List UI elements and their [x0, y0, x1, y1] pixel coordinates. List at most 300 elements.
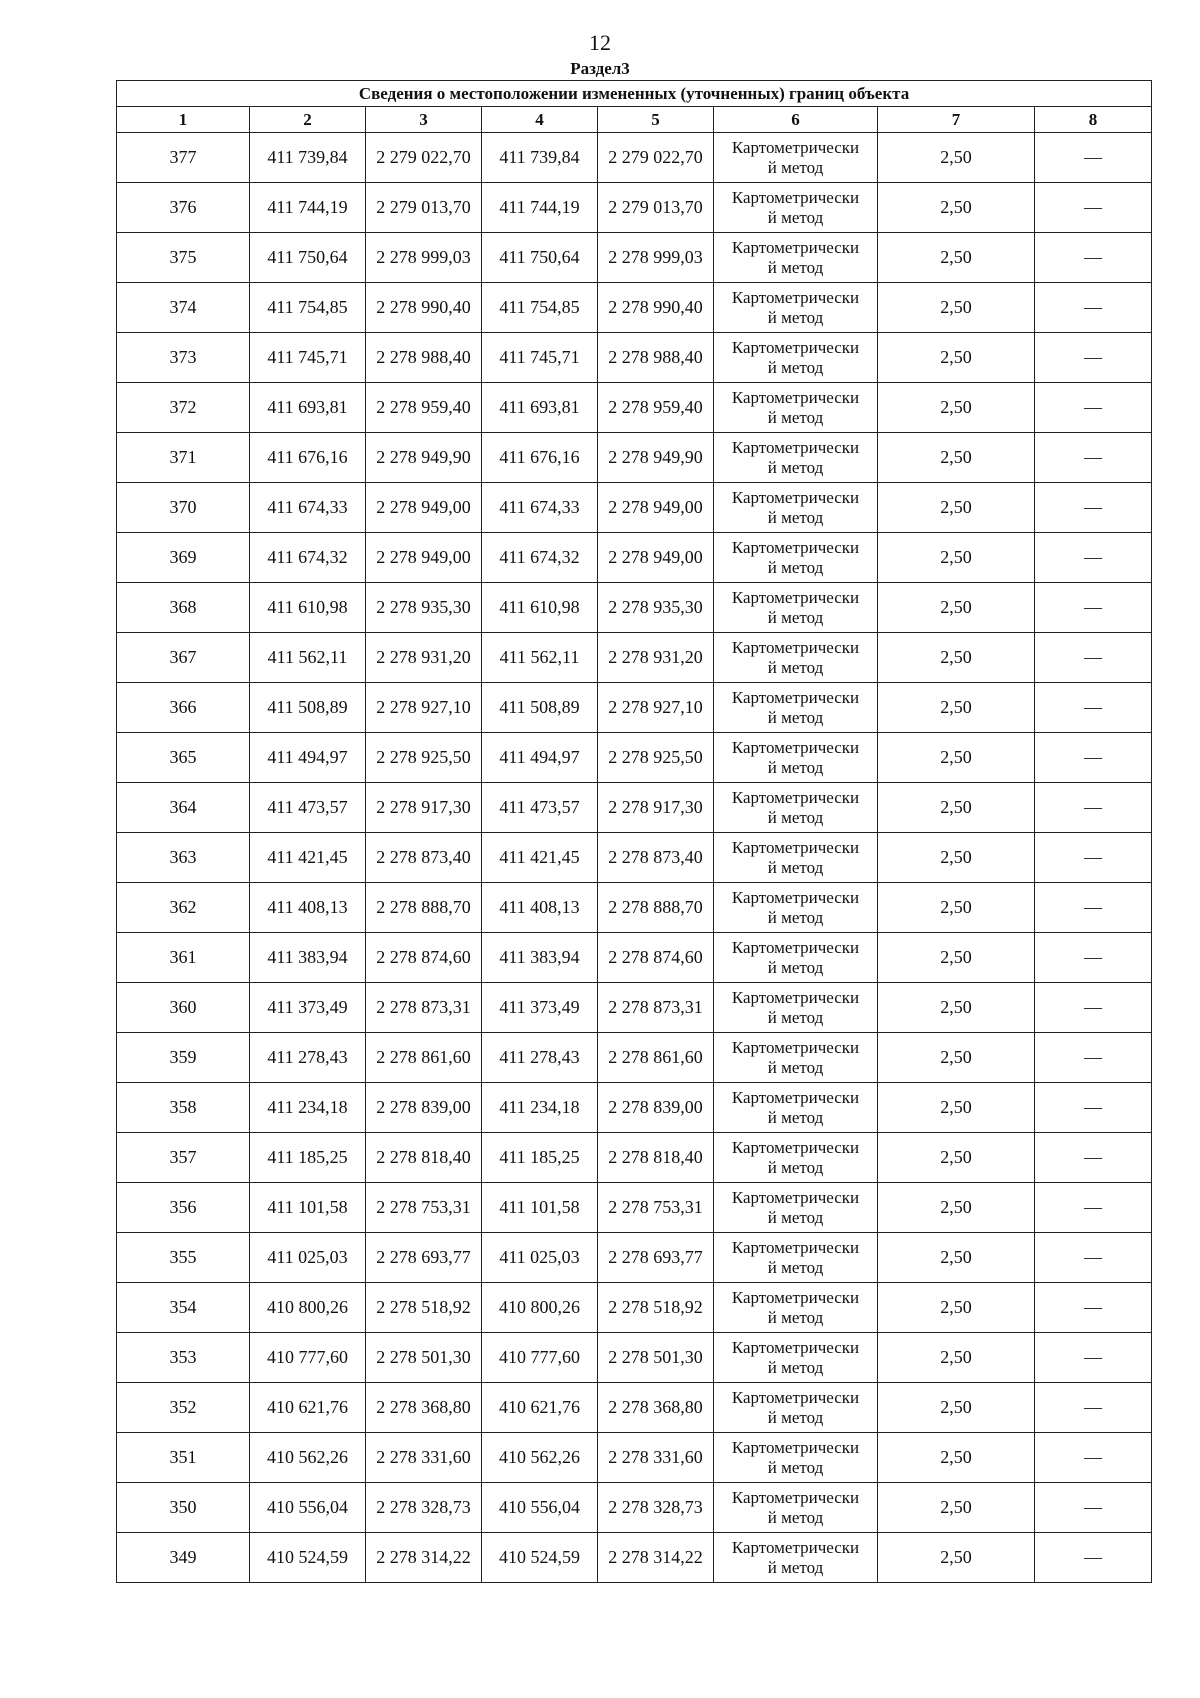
method-text-line: й метод: [767, 807, 824, 827]
description-cell: —: [1035, 583, 1152, 633]
column-number: 2: [250, 107, 366, 133]
table-row: [117, 933, 1152, 983]
point-number-cell: 360: [117, 983, 250, 1033]
method-text-line: Картометрически: [731, 637, 860, 657]
x-coordinate-cell: 410 777,60: [250, 1333, 366, 1383]
x-coordinate-refined-cell: 411 473,57: [482, 783, 598, 833]
y-coordinate-cell: 2 278 873,40: [366, 833, 482, 883]
precision-cell: 2,50: [878, 933, 1035, 983]
precision-cell: 2,50: [878, 433, 1035, 483]
description-cell: —: [1035, 133, 1152, 183]
method-text-line: й метод: [767, 1457, 824, 1477]
y-coordinate-cell: 2 278 874,60: [366, 933, 482, 983]
description-cell: —: [1035, 683, 1152, 733]
method-text-line: Картометрически: [731, 437, 860, 457]
x-coordinate-cell: 411 473,57: [250, 783, 366, 833]
method-cell: [714, 633, 878, 683]
description-cell: —: [1035, 833, 1152, 883]
y-coordinate-refined-cell: 2 278 949,00: [598, 483, 714, 533]
description-cell: —: [1035, 1483, 1152, 1533]
method-text-line: й метод: [767, 1207, 824, 1227]
method-text-line: Картометрически: [731, 1437, 860, 1457]
x-coordinate-cell: 411 754,85: [250, 283, 366, 333]
y-coordinate-refined-cell: 2 278 888,70: [598, 883, 714, 933]
x-coordinate-cell: 410 556,04: [250, 1483, 366, 1533]
description-cell: —: [1035, 1333, 1152, 1383]
x-coordinate-refined-cell: 411 508,89: [482, 683, 598, 733]
table-row: [117, 1083, 1152, 1133]
method-text-line: Картометрически: [731, 1337, 860, 1357]
method-text-line: й метод: [767, 1557, 824, 1577]
x-coordinate-refined-cell: 411 278,43: [482, 1033, 598, 1083]
method-text-line: Картометрически: [731, 587, 860, 607]
method-text-line: й метод: [767, 907, 824, 927]
table-row: [117, 133, 1152, 183]
x-coordinate-cell: 411 693,81: [250, 383, 366, 433]
method-cell: [714, 1333, 878, 1383]
method-cell: [714, 433, 878, 483]
method-text-line: Картометрически: [731, 837, 860, 857]
y-coordinate-cell: 2 278 927,10: [366, 683, 482, 733]
method-text-line: Картометрически: [731, 537, 860, 557]
precision-cell: 2,50: [878, 833, 1035, 883]
x-coordinate-cell: 411 562,11: [250, 633, 366, 683]
x-coordinate-refined-cell: 411 744,19: [482, 183, 598, 233]
y-coordinate-refined-cell: 2 278 931,20: [598, 633, 714, 683]
table-row: [117, 983, 1152, 1033]
x-coordinate-refined-cell: 411 750,64: [482, 233, 598, 283]
description-cell: —: [1035, 183, 1152, 233]
method-cell: [714, 583, 878, 633]
x-coordinate-cell: 411 234,18: [250, 1083, 366, 1133]
table-row: [117, 1533, 1152, 1583]
method-text-line: й метод: [767, 1407, 824, 1427]
table-row: [117, 283, 1152, 333]
description-cell: —: [1035, 1433, 1152, 1483]
method-cell: [714, 1133, 878, 1183]
y-coordinate-refined-cell: 2 278 949,00: [598, 533, 714, 583]
method-text-line: й метод: [767, 1057, 824, 1077]
point-number-cell: 351: [117, 1433, 250, 1483]
method-text-line: Картометрически: [731, 937, 860, 957]
y-coordinate-refined-cell: 2 278 873,40: [598, 833, 714, 883]
y-coordinate-refined-cell: 2 278 873,31: [598, 983, 714, 1033]
method-cell: [714, 983, 878, 1033]
method-cell: [714, 483, 878, 533]
description-cell: —: [1035, 1283, 1152, 1333]
table-row: [117, 1133, 1152, 1183]
x-coordinate-refined-cell: 411 494,97: [482, 733, 598, 783]
precision-cell: 2,50: [878, 533, 1035, 583]
y-coordinate-refined-cell: 2 278 753,31: [598, 1183, 714, 1233]
precision-cell: 2,50: [878, 1083, 1035, 1133]
boundary-coordinates-table: [116, 80, 1152, 1583]
x-coordinate-refined-cell: 411 754,85: [482, 283, 598, 333]
precision-cell: 2,50: [878, 183, 1035, 233]
y-coordinate-refined-cell: 2 278 818,40: [598, 1133, 714, 1183]
description-cell: —: [1035, 333, 1152, 383]
method-cell: [714, 1383, 878, 1433]
method-text-line: й метод: [767, 207, 824, 227]
point-number-cell: 352: [117, 1383, 250, 1433]
description-cell: —: [1035, 1133, 1152, 1183]
table-row: [117, 683, 1152, 733]
y-coordinate-cell: 2 278 949,00: [366, 533, 482, 583]
x-coordinate-refined-cell: 410 562,26: [482, 1433, 598, 1483]
y-coordinate-refined-cell: 2 278 368,80: [598, 1383, 714, 1433]
method-text-line: Картометрически: [731, 487, 860, 507]
point-number-cell: 355: [117, 1233, 250, 1283]
method-text-line: Картометрически: [731, 1387, 860, 1407]
method-cell: [714, 1233, 878, 1283]
x-coordinate-refined-cell: 411 676,16: [482, 433, 598, 483]
x-coordinate-cell: 411 508,89: [250, 683, 366, 733]
method-text-line: й метод: [767, 507, 824, 527]
table-row: [117, 433, 1152, 483]
x-coordinate-refined-cell: 411 408,13: [482, 883, 598, 933]
y-coordinate-cell: 2 278 988,40: [366, 333, 482, 383]
page-number: 12: [589, 30, 611, 55]
y-coordinate-cell: 2 278 861,60: [366, 1033, 482, 1083]
x-coordinate-cell: 411 739,84: [250, 133, 366, 183]
method-cell: [714, 233, 878, 283]
precision-cell: 2,50: [878, 1533, 1035, 1583]
point-number-cell: 376: [117, 183, 250, 233]
y-coordinate-cell: 2 278 949,90: [366, 433, 482, 483]
x-coordinate-refined-cell: 411 610,98: [482, 583, 598, 633]
table-row: [117, 1483, 1152, 1533]
y-coordinate-refined-cell: 2 278 999,03: [598, 233, 714, 283]
method-text-line: й метод: [767, 1257, 824, 1277]
description-cell: —: [1035, 483, 1152, 533]
method-text-line: й метод: [767, 1157, 824, 1177]
method-cell: [714, 783, 878, 833]
y-coordinate-cell: 2 278 999,03: [366, 233, 482, 283]
y-coordinate-cell: 2 278 931,20: [366, 633, 482, 683]
table-row: [117, 1433, 1152, 1483]
column-number: 7: [878, 107, 1035, 133]
method-text-line: Картометрически: [731, 1237, 860, 1257]
x-coordinate-cell: 411 421,45: [250, 833, 366, 883]
y-coordinate-refined-cell: 2 278 925,50: [598, 733, 714, 783]
description-cell: —: [1035, 533, 1152, 583]
table-row: [117, 1333, 1152, 1383]
x-coordinate-cell: 411 494,97: [250, 733, 366, 783]
precision-cell: 2,50: [878, 733, 1035, 783]
table-row: [117, 1233, 1152, 1283]
x-coordinate-refined-cell: 410 556,04: [482, 1483, 598, 1533]
x-coordinate-refined-cell: 411 674,32: [482, 533, 598, 583]
method-text-line: Картометрически: [731, 337, 860, 357]
column-number: 1: [117, 107, 250, 133]
y-coordinate-cell: 2 278 328,73: [366, 1483, 482, 1533]
x-coordinate-refined-cell: 411 373,49: [482, 983, 598, 1033]
x-coordinate-cell: 411 025,03: [250, 1233, 366, 1283]
description-cell: —: [1035, 883, 1152, 933]
point-number-cell: 358: [117, 1083, 250, 1133]
y-coordinate-cell: 2 278 368,80: [366, 1383, 482, 1433]
method-text-line: й метод: [767, 457, 824, 477]
description-cell: —: [1035, 1383, 1152, 1433]
x-coordinate-refined-cell: 411 562,11: [482, 633, 598, 683]
method-text-line: Картометрически: [731, 787, 860, 807]
y-coordinate-refined-cell: 2 278 331,60: [598, 1433, 714, 1483]
x-coordinate-refined-cell: 410 621,76: [482, 1383, 598, 1433]
x-coordinate-refined-cell: 410 800,26: [482, 1283, 598, 1333]
x-coordinate-refined-cell: 411 739,84: [482, 133, 598, 183]
method-text-line: й метод: [767, 957, 824, 977]
x-coordinate-cell: 411 185,25: [250, 1133, 366, 1183]
precision-cell: 2,50: [878, 1433, 1035, 1483]
description-cell: —: [1035, 283, 1152, 333]
point-number-cell: 368: [117, 583, 250, 633]
x-coordinate-refined-cell: 411 025,03: [482, 1233, 598, 1283]
x-coordinate-cell: 410 800,26: [250, 1283, 366, 1333]
method-text-line: й метод: [767, 307, 824, 327]
method-text-line: Картометрически: [731, 1087, 860, 1107]
y-coordinate-refined-cell: 2 278 988,40: [598, 333, 714, 383]
method-cell: [714, 283, 878, 333]
point-number-cell: 377: [117, 133, 250, 183]
precision-cell: 2,50: [878, 583, 1035, 633]
method-cell: [714, 733, 878, 783]
precision-cell: 2,50: [878, 1283, 1035, 1333]
y-coordinate-cell: 2 278 949,00: [366, 483, 482, 533]
method-text-line: Картометрически: [731, 137, 860, 157]
precision-cell: 2,50: [878, 1033, 1035, 1083]
precision-cell: 2,50: [878, 383, 1035, 433]
section-title: Раздел3: [570, 59, 630, 78]
method-text-line: Картометрически: [731, 1187, 860, 1207]
method-cell: [714, 1283, 878, 1333]
point-number-cell: 354: [117, 1283, 250, 1333]
y-coordinate-cell: 2 278 839,00: [366, 1083, 482, 1133]
y-coordinate-refined-cell: 2 279 022,70: [598, 133, 714, 183]
x-coordinate-cell: 410 524,59: [250, 1533, 366, 1583]
x-coordinate-cell: 411 101,58: [250, 1183, 366, 1233]
y-coordinate-cell: 2 279 022,70: [366, 133, 482, 183]
description-cell: —: [1035, 633, 1152, 683]
y-coordinate-cell: 2 278 917,30: [366, 783, 482, 833]
y-coordinate-refined-cell: 2 278 874,60: [598, 933, 714, 983]
precision-cell: 2,50: [878, 1483, 1035, 1533]
point-number-cell: 369: [117, 533, 250, 583]
method-text-line: Картометрически: [731, 187, 860, 207]
method-text-line: й метод: [767, 1357, 824, 1377]
precision-cell: 2,50: [878, 333, 1035, 383]
y-coordinate-cell: 2 278 518,92: [366, 1283, 482, 1333]
method-text-line: й метод: [767, 257, 824, 277]
y-coordinate-cell: 2 279 013,70: [366, 183, 482, 233]
method-cell: [714, 333, 878, 383]
x-coordinate-cell: 411 744,19: [250, 183, 366, 233]
table-row: [117, 633, 1152, 683]
point-number-cell: 364: [117, 783, 250, 833]
precision-cell: 2,50: [878, 1133, 1035, 1183]
method-cell: [714, 133, 878, 183]
x-coordinate-cell: 411 373,49: [250, 983, 366, 1033]
y-coordinate-cell: 2 278 693,77: [366, 1233, 482, 1283]
method-cell: [714, 933, 878, 983]
method-text-line: Картометрически: [731, 1537, 860, 1557]
precision-cell: 2,50: [878, 1233, 1035, 1283]
precision-cell: 2,50: [878, 483, 1035, 533]
point-number-cell: 349: [117, 1533, 250, 1583]
point-number-cell: 357: [117, 1133, 250, 1183]
point-number-cell: 353: [117, 1333, 250, 1383]
method-text-line: Картометрически: [731, 887, 860, 907]
method-cell: [714, 383, 878, 433]
method-cell: [714, 883, 878, 933]
description-cell: —: [1035, 1183, 1152, 1233]
y-coordinate-refined-cell: 2 278 935,30: [598, 583, 714, 633]
precision-cell: 2,50: [878, 683, 1035, 733]
y-coordinate-refined-cell: 2 278 518,92: [598, 1283, 714, 1333]
y-coordinate-refined-cell: 2 278 839,00: [598, 1083, 714, 1133]
x-coordinate-refined-cell: 411 101,58: [482, 1183, 598, 1233]
y-coordinate-cell: 2 278 818,40: [366, 1133, 482, 1183]
column-number-row: [117, 107, 1152, 133]
table-row: [117, 883, 1152, 933]
method-cell: [714, 1483, 878, 1533]
x-coordinate-refined-cell: 410 524,59: [482, 1533, 598, 1583]
x-coordinate-cell: 411 676,16: [250, 433, 366, 483]
x-coordinate-cell: 411 278,43: [250, 1033, 366, 1083]
point-number-cell: 373: [117, 333, 250, 383]
method-cell: [714, 833, 878, 883]
description-cell: —: [1035, 1033, 1152, 1083]
x-coordinate-cell: 411 610,98: [250, 583, 366, 633]
column-number: 8: [1035, 107, 1152, 133]
method-text-line: й метод: [767, 407, 824, 427]
x-coordinate-refined-cell: 411 745,71: [482, 333, 598, 383]
x-coordinate-refined-cell: 411 383,94: [482, 933, 598, 983]
description-cell: —: [1035, 1533, 1152, 1583]
y-coordinate-refined-cell: 2 278 949,90: [598, 433, 714, 483]
point-number-cell: 362: [117, 883, 250, 933]
method-text-line: Картометрически: [731, 287, 860, 307]
table-row: [117, 383, 1152, 433]
table-row: [117, 1383, 1152, 1433]
y-coordinate-cell: 2 278 959,40: [366, 383, 482, 433]
method-text-line: й метод: [767, 857, 824, 877]
table-row: [117, 333, 1152, 383]
method-text-line: Картометрически: [731, 737, 860, 757]
x-coordinate-refined-cell: 411 421,45: [482, 833, 598, 883]
y-coordinate-refined-cell: 2 278 927,10: [598, 683, 714, 733]
method-cell: [714, 683, 878, 733]
precision-cell: 2,50: [878, 1383, 1035, 1433]
x-coordinate-refined-cell: 411 693,81: [482, 383, 598, 433]
description-cell: —: [1035, 433, 1152, 483]
table-caption-row: [117, 81, 1152, 107]
y-coordinate-refined-cell: 2 278 990,40: [598, 283, 714, 333]
table-row: [117, 833, 1152, 883]
x-coordinate-cell: 410 562,26: [250, 1433, 366, 1483]
description-cell: —: [1035, 233, 1152, 283]
y-coordinate-refined-cell: 2 278 693,77: [598, 1233, 714, 1283]
precision-cell: 2,50: [878, 883, 1035, 933]
column-number: 3: [366, 107, 482, 133]
y-coordinate-cell: 2 278 935,30: [366, 583, 482, 633]
table-row: [117, 783, 1152, 833]
method-text-line: й метод: [767, 557, 824, 577]
column-number: 6: [714, 107, 878, 133]
method-text-line: й метод: [767, 657, 824, 677]
point-number-cell: 371: [117, 433, 250, 483]
point-number-cell: 370: [117, 483, 250, 533]
x-coordinate-cell: 411 750,64: [250, 233, 366, 283]
table-row: [117, 733, 1152, 783]
precision-cell: 2,50: [878, 633, 1035, 683]
table-row: [117, 483, 1152, 533]
y-coordinate-cell: 2 278 331,60: [366, 1433, 482, 1483]
y-coordinate-cell: 2 278 990,40: [366, 283, 482, 333]
point-number-cell: 374: [117, 283, 250, 333]
point-number-cell: 366: [117, 683, 250, 733]
method-text-line: й метод: [767, 1507, 824, 1527]
description-cell: —: [1035, 1233, 1152, 1283]
description-cell: —: [1035, 983, 1152, 1033]
precision-cell: 2,50: [878, 1183, 1035, 1233]
table-row: [117, 1183, 1152, 1233]
method-text-line: Картометрически: [731, 237, 860, 257]
y-coordinate-refined-cell: 2 278 328,73: [598, 1483, 714, 1533]
x-coordinate-cell: 411 745,71: [250, 333, 366, 383]
table-row: [117, 533, 1152, 583]
precision-cell: 2,50: [878, 783, 1035, 833]
method-text-line: Картометрически: [731, 687, 860, 707]
method-cell: [714, 1183, 878, 1233]
description-cell: —: [1035, 733, 1152, 783]
table-caption: Сведения о местоположении измененных (уточненных) границ объекта: [117, 81, 1152, 107]
x-coordinate-refined-cell: 410 777,60: [482, 1333, 598, 1383]
method-cell: [714, 1083, 878, 1133]
table-row: [117, 183, 1152, 233]
method-text-line: й метод: [767, 357, 824, 377]
table-row: [117, 1283, 1152, 1333]
precision-cell: 2,50: [878, 1333, 1035, 1383]
method-cell: [714, 183, 878, 233]
method-cell: [714, 1033, 878, 1083]
y-coordinate-cell: 2 278 314,22: [366, 1533, 482, 1583]
point-number-cell: 372: [117, 383, 250, 433]
precision-cell: 2,50: [878, 983, 1035, 1033]
description-cell: —: [1035, 383, 1152, 433]
column-number: 5: [598, 107, 714, 133]
method-text-line: Картометрически: [731, 1287, 860, 1307]
method-cell: [714, 1433, 878, 1483]
point-number-cell: 375: [117, 233, 250, 283]
method-text-line: Картометрически: [731, 1037, 860, 1057]
x-coordinate-cell: 411 383,94: [250, 933, 366, 983]
y-coordinate-cell: 2 278 925,50: [366, 733, 482, 783]
description-cell: —: [1035, 933, 1152, 983]
method-text-line: Картометрически: [731, 987, 860, 1007]
x-coordinate-refined-cell: 411 674,33: [482, 483, 598, 533]
y-coordinate-refined-cell: 2 278 917,30: [598, 783, 714, 833]
description-cell: —: [1035, 1083, 1152, 1133]
x-coordinate-cell: 411 674,32: [250, 533, 366, 583]
table-row: [117, 583, 1152, 633]
y-coordinate-cell: 2 278 753,31: [366, 1183, 482, 1233]
x-coordinate-refined-cell: 411 185,25: [482, 1133, 598, 1183]
x-coordinate-cell: 410 621,76: [250, 1383, 366, 1433]
x-coordinate-refined-cell: 411 234,18: [482, 1083, 598, 1133]
y-coordinate-refined-cell: 2 278 501,30: [598, 1333, 714, 1383]
point-number-cell: 356: [117, 1183, 250, 1233]
point-number-cell: 359: [117, 1033, 250, 1083]
